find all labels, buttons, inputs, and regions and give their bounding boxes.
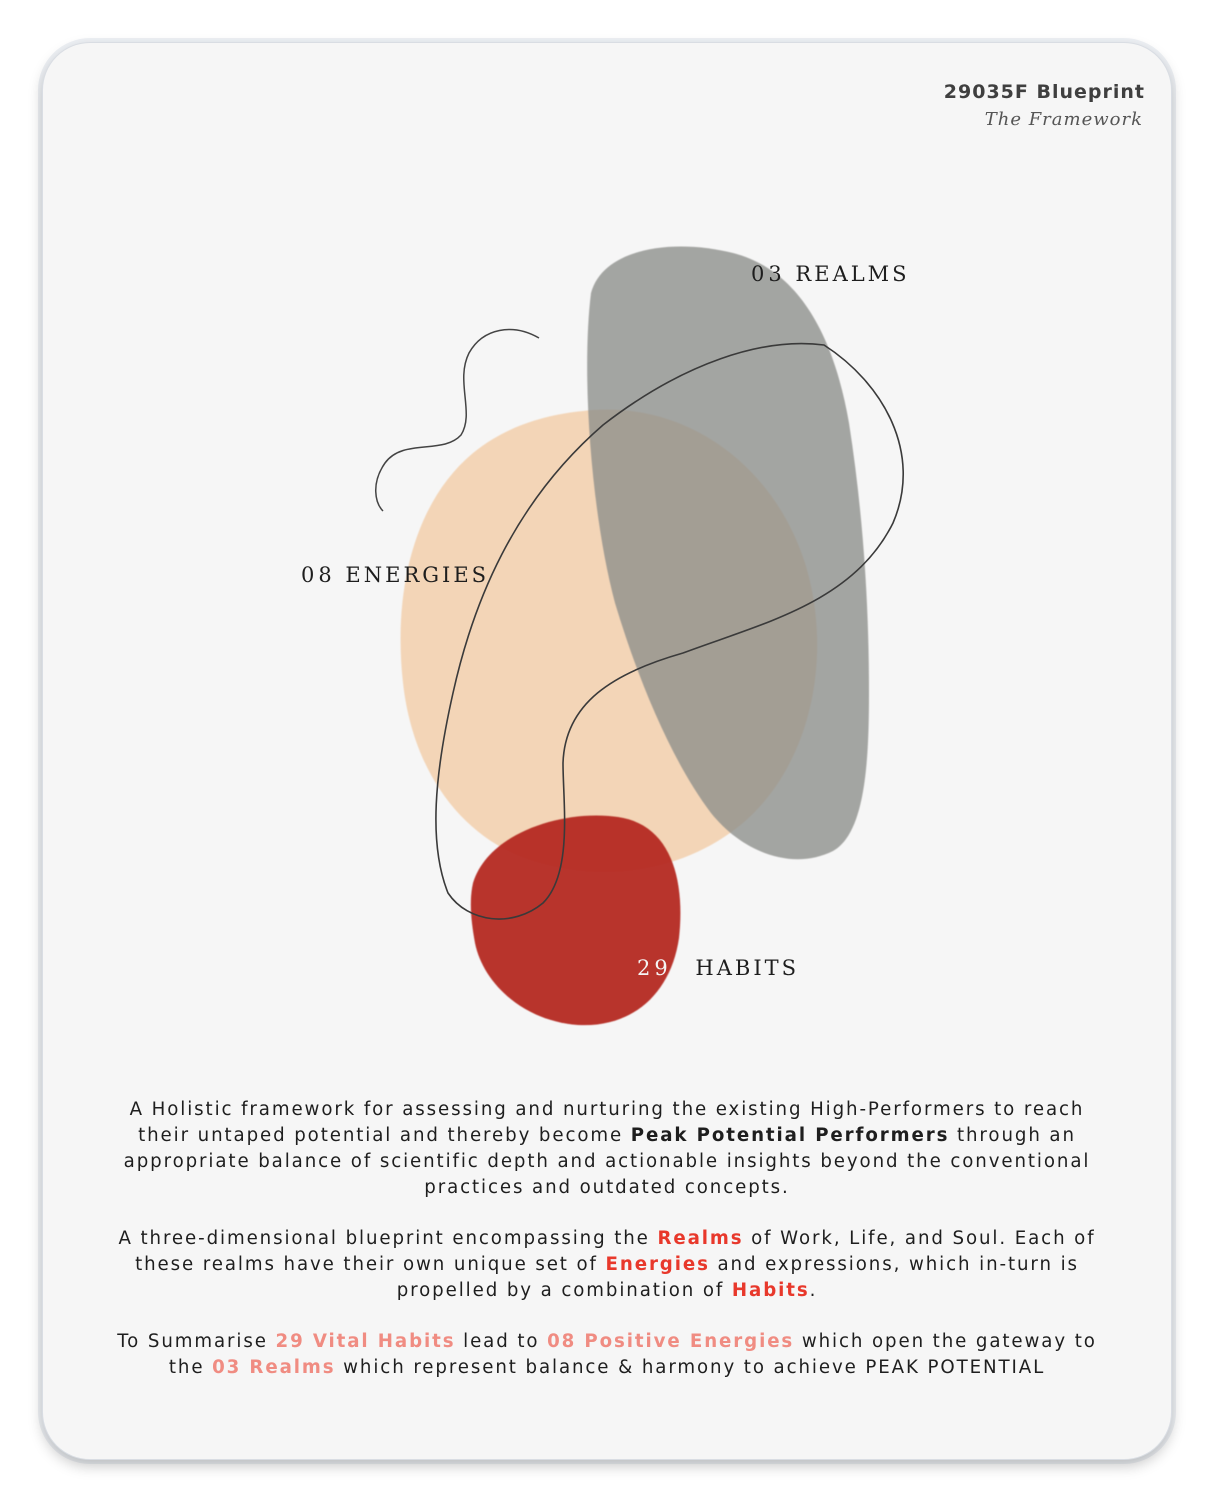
positive-energies-highlight: 08 Positive Energies <box>547 1331 795 1352</box>
realms-word: REALMS <box>795 262 910 286</box>
summary-text-end: which represent balance & harmony to achieve PEAK POTENTIAL <box>335 1357 1046 1378</box>
realms-label <box>751 262 910 286</box>
summary-text: To Summarise <box>117 1331 276 1352</box>
vital-habits-highlight: 29 Vital Habits <box>275 1331 456 1352</box>
overview-text-end: through an appropriate balance of scientific depth and actionable insights beyond the conventional practices and outdated concepts. <box>123 1125 1091 1198</box>
paragraph-blueprint <box>103 1226 1111 1304</box>
peak-performers-emphasis: Peak Potential Performers <box>630 1125 950 1146</box>
habits-blob <box>471 815 681 1025</box>
realms-highlight: Realms <box>657 1228 744 1249</box>
energies-word: ENERGIES <box>345 563 490 587</box>
blueprint-text: A three-dimensional blueprint encompassing the <box>118 1228 658 1249</box>
habits-highlight: Habits <box>731 1280 810 1301</box>
overview-text: A Holistic framework for assessing and nurturing the existing High-Performers to reach their untaped potential and thereby become <box>129 1099 1085 1146</box>
energies-count: 08 <box>301 563 336 587</box>
blueprint-text-end: . <box>809 1280 818 1301</box>
blueprint-title: 29035F Blueprint <box>943 81 1145 103</box>
summary-text-mid2: which open the gateway to the <box>168 1331 1097 1378</box>
framework-description <box>103 1097 1111 1406</box>
habits-count: 29 <box>637 956 672 980</box>
energies-highlight: Energies <box>605 1254 710 1275</box>
paragraph-summary <box>103 1329 1111 1381</box>
summary-text-mid: lead to <box>455 1331 548 1352</box>
habits-label <box>637 956 799 980</box>
blueprint-text-mid: of Work, Life, and Soul. Each of these realms have their own unique set of <box>135 1228 1096 1275</box>
paragraph-overview <box>103 1097 1111 1201</box>
realms-count: 03 <box>751 262 786 286</box>
framework-subtitle: The Framework <box>984 109 1143 130</box>
framework-card <box>42 42 1172 1460</box>
blueprint-text-mid2: and expressions, which in-turn is propelled by a combination of <box>396 1254 1079 1301</box>
energies-label <box>301 563 489 587</box>
habits-word: HABITS <box>695 956 800 980</box>
three-realms-highlight: 03 Realms <box>212 1357 336 1378</box>
